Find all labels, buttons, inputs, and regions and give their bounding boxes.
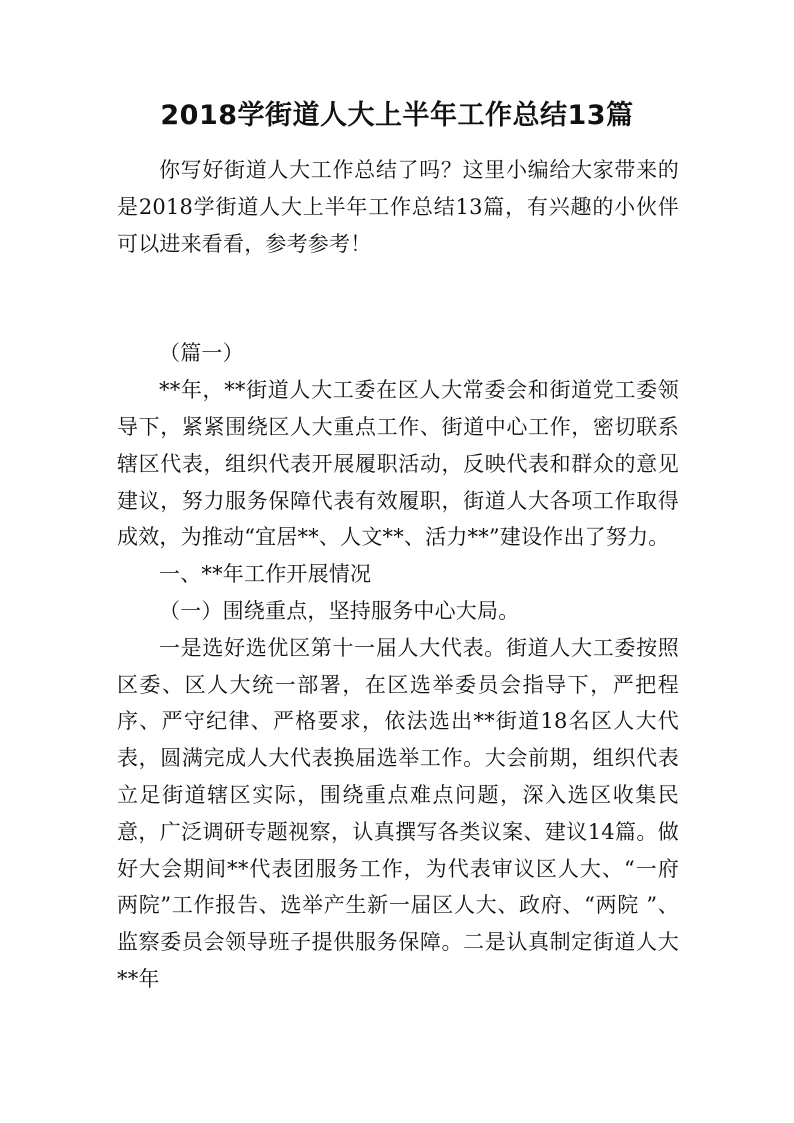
document-title: 2018学街道人大上半年工作总结13篇 [160, 100, 634, 131]
paragraph-gap [117, 262, 679, 335]
section-heading: 一、**年工作开展情况 [159, 562, 372, 587]
section-label: （篇一） [159, 341, 244, 366]
document-body [117, 152, 679, 998]
subsection-heading: （一）围绕重点，坚持服务中心大局。 [159, 598, 520, 623]
intro-paragraph: 你写好街道人大工作总结了吗？这里小编给大家带来的是2018学街道人大上半年工作总结13篇，有兴趣的小伙伴可以进来看看，参考参考！ [117, 158, 679, 256]
body-paragraph-2: 一是选好选优区第十一届人大代表。街道人大工委按照区委、区人大统一部署，在区选举委员会指导下，严把程序、严守纪律、严格要求，依法选出**街道18名区人大代表，圆满完成人大代表换届选举工作。大会前期，组织代表立足街道辖区实际，围绕重点难点问题，深入选区收集民意，广泛调研专题视察，认真撰写各类议案、建议14篇。做好大会期间**代表团服务工作，为代表审议区人大、“一府两院”工作报告、选举产生新一届区人大、政府、“两院 ”、监察委员会领导班子提供服务保障。二是认真制定街道人大**年 [117, 635, 679, 991]
body-paragraph-1: **年，**街道人大工委在区人大常委会和街道党工委领导下，紧紧围绕区人大重点工作、街道中心工作，密切联系辖区代表，组织代表开展履职活动，反映代表和群众的意见建议，努力服务保障代表有效履职，街道人大各项工作取得成效，为推动“宜居**、人文**、活力**”建设作出了努力。 [117, 378, 679, 550]
